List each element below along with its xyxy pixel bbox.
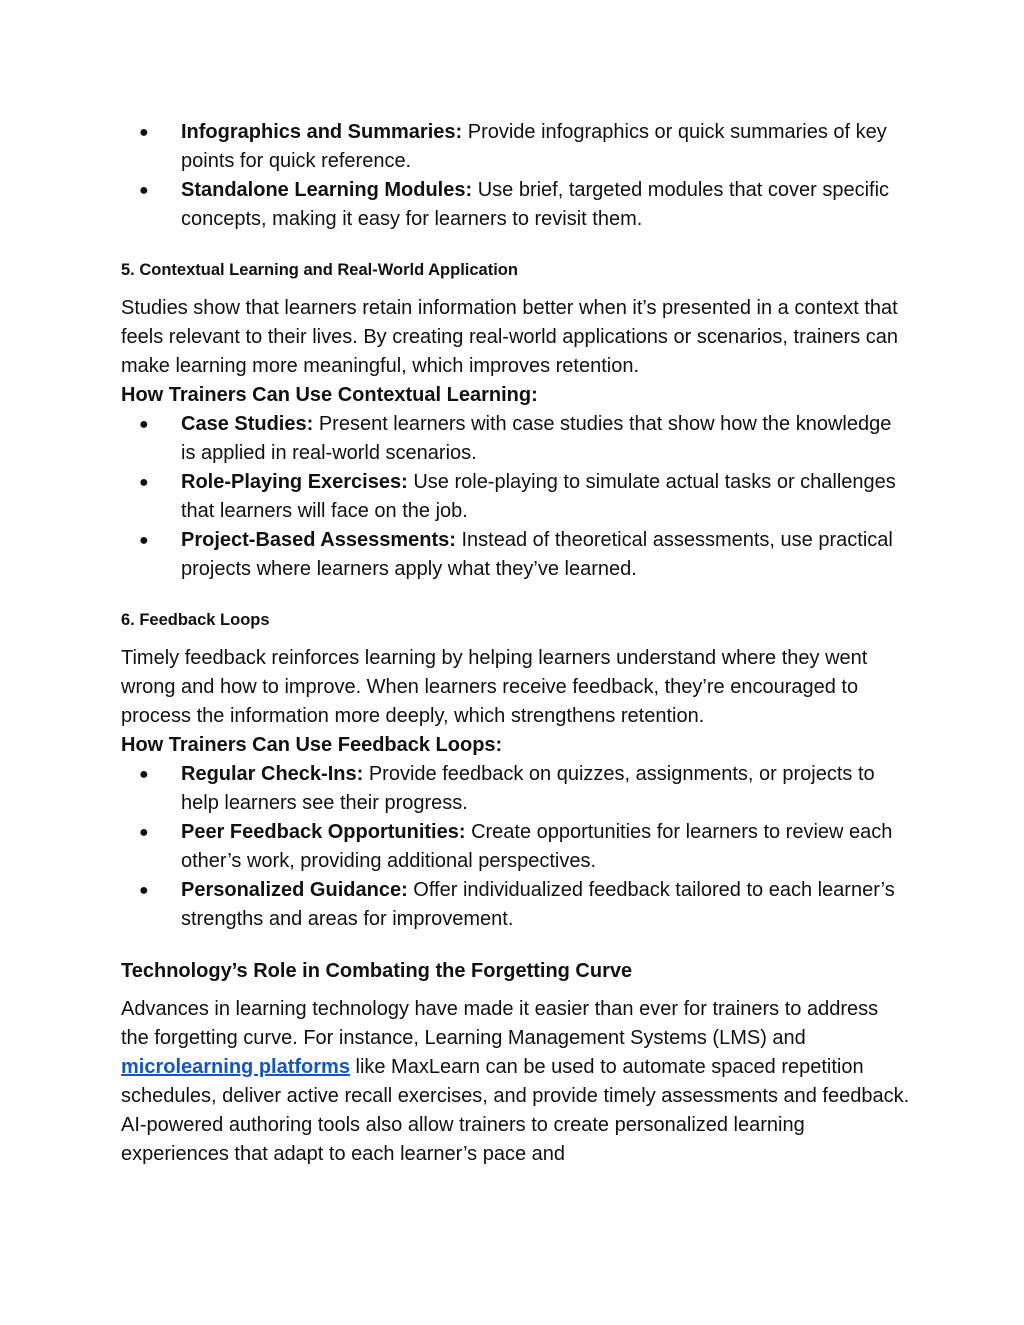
section-5-subheading [121, 381, 911, 410]
section-5-subheading-text: How Trainers Can Use Contextual Learning: [121, 384, 538, 406]
list-item [121, 818, 911, 876]
section-5-heading: 5. Contextual Learning and Real-World Application [121, 261, 518, 279]
list-item [121, 468, 911, 526]
list-item-title: Personalized Guidance: [181, 879, 408, 901]
list-item [121, 410, 911, 468]
section-6-subheading [121, 731, 911, 760]
section-6-subheading-text: How Trainers Can Use Feedback Loops: [121, 734, 503, 756]
list-item-text: Offer individualized feedback tailored to each learner’s strengths and areas for improvement. [181, 879, 895, 930]
list-item [121, 760, 911, 818]
list-item-title: Peer Feedback Opportunities: [181, 821, 466, 843]
list-item-title: Infographics and Summaries: [181, 121, 463, 143]
list-item [121, 118, 911, 176]
list-item-title: Role-Playing Exercises: [181, 471, 408, 493]
section-6-body: Timely feedback reinforces learning by helping learners understand where they went wrong and how to improve. When learners receive feedback, they’re encouraged to process the information more deeply, which strengthens retention. [121, 647, 868, 727]
list-item-title: Regular Check-Ins: [181, 763, 364, 785]
list-item-title: Project-Based Assessments: [181, 529, 456, 551]
bullet-icon: ● [139, 532, 149, 549]
list-item-text: Provide infographics or quick summaries of key points for quick reference. [181, 121, 887, 172]
technology-body-text-end: like MaxLearn can be used to automate spaced repetition schedules, deliver active recall exercises, and provide timely assessments and feedback. AI-powered authoring tools also allow trainers to create personalized learning experiences that adapt to each learner’s pace and [121, 1056, 910, 1165]
bullet-icon: ● [139, 824, 149, 841]
microlearning-platforms-link[interactable]: microlearning platforms [121, 1056, 350, 1078]
bullet-icon: ● [139, 182, 149, 199]
bullet-icon: ● [139, 124, 149, 141]
technology-body-text-start: Advances in learning technology have made it easier than ever for trainers to address the forgetting curve. For instance, Learning Management Systems (LMS) and [121, 998, 879, 1049]
top-bullet-list [121, 118, 911, 234]
section-5-list [121, 410, 911, 584]
section-5-body: Studies show that learners retain information better when it’s presented in a context that feels relevant to their lives. By creating real-world applications or scenarios, trainers can make learning more meaningful, which improves retention. [121, 297, 899, 377]
document-page [121, 118, 911, 1169]
bullet-icon: ● [139, 766, 149, 783]
bullet-icon: ● [139, 416, 149, 433]
list-item-title: Standalone Learning Modules: [181, 179, 473, 201]
list-item-text: Provide feedback on quizzes, assignments, or projects to help learners see their progress. [181, 763, 875, 814]
list-item-text: Present learners with case studies that show how the knowledge is applied in real-world scenarios. [181, 413, 892, 464]
technology-section-heading: Technology’s Role in Combating the Forgetting Curve [121, 960, 633, 982]
list-item [121, 526, 911, 584]
section-6-list [121, 760, 911, 934]
list-item-text: Instead of theoretical assessments, use practical projects where learners apply what they’ve learned. [181, 529, 893, 580]
list-item-text: Create opportunities for learners to review each other’s work, providing additional perspectives. [181, 821, 893, 872]
list-item [121, 176, 911, 234]
list-item-text: Use role-playing to simulate actual tasks or challenges that learners will face on the job. [181, 471, 896, 522]
list-item [121, 876, 911, 934]
list-item-text: Use brief, targeted modules that cover specific concepts, making it easy for learners to revisit them. [181, 179, 890, 230]
technology-section-body [121, 995, 911, 1169]
bullet-icon: ● [139, 474, 149, 491]
section-6-heading: 6. Feedback Loops [121, 611, 270, 629]
list-item-title: Case Studies: [181, 413, 314, 435]
bullet-icon: ● [139, 882, 149, 899]
